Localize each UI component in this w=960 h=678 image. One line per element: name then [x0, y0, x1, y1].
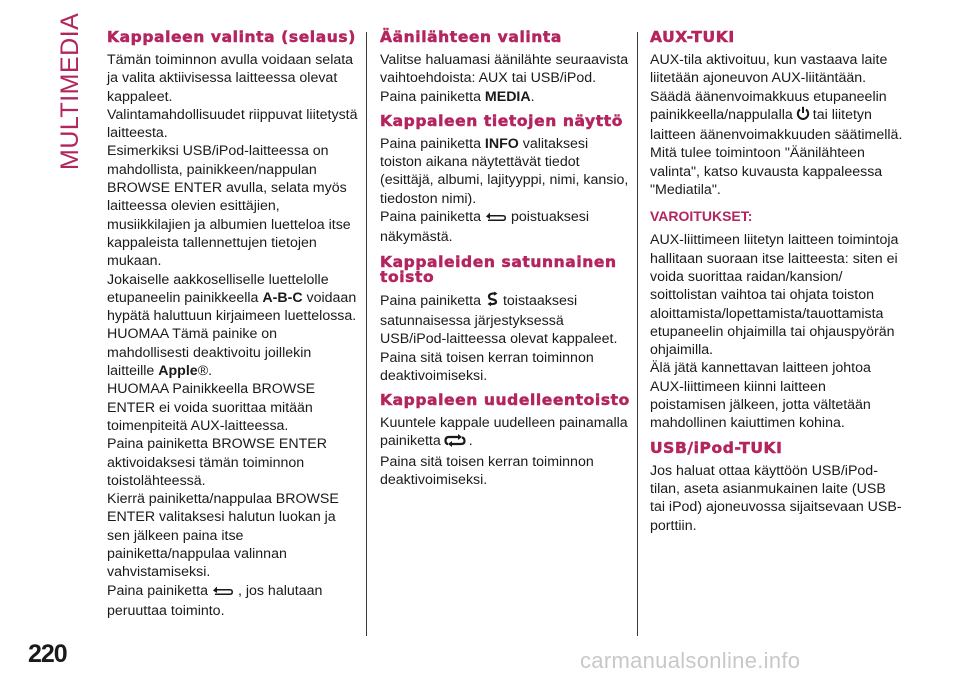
back-icon — [484, 210, 508, 228]
heading-repeat: Kappaleen uudelleentoisto — [380, 391, 630, 410]
section-label: MULTIMEDIA — [56, 12, 84, 170]
heading-usb: USB/iPod-TUKI — [650, 438, 783, 457]
paragraph-cancel: Paina painiketta , jos halutaan peruuttaa toiminto. — [107, 582, 323, 619]
heading-source-selection: Äänilähteen valinta — [380, 28, 562, 46]
note-apple: HUOMAA Tämä painike on mahdollisesti deaktivoitu joillekin laitteille Apple®. — [107, 326, 312, 380]
column-divider — [366, 32, 367, 636]
power-icon — [796, 106, 810, 126]
paragraph-browse: Tämän toiminnon avulla voidaan selata ja valita aktiivisessa laitteessa olevat kappaleet. Valintamahdollisuudet riippuvat liitetystä laitteesta. Esimerkiksi USB/iPod-laitteessa on mahdollista, painikkeen/nappulan BROWSE ENTER avulla, selata myös laitteessa olevien esittäjien, musiikkilajien ja albumien luetteloa itse kappaleista tallennettujen tietojen mukaan. Jokaiselle aakkoselliselle luettelolle etupaneelin painikkeella A-B-C voidaan hypätä haluttuun kirjaimeen luettelossa. HUOMAA Tämä painike on mahdollisesti deaktivoitu joillekin laitteille Apple®. HUOMAA Painikkeella BROWSE ENTER ei voida suorittaa mitään toimenpiteitä AUX-laitteessa. Paina painiketta BROWSE ENTER aktivoidaksesi tämän toiminnon toistolähteessä. Kierrä painiketta/nappulaa BROWSE ENTER valitaksesi halutun luokan ja sen jälkeen paina itse painiketta/nappulaa valinnan vahvistamiseksi. Paina painiketta , jos halutaan peruuttaa toiminto. — [107, 51, 361, 620]
column-divider — [637, 32, 638, 636]
watermark: carmanualsonline.info — [580, 648, 801, 673]
column-right: AUX-TUKI AUX-tila aktivoituu, kun vastaava laite liitetään ajoneuvon AUX-liitäntään. Säädä äänenvoimakkuus etupaneelin painikkeella/nappulalla tai liitetyn laitteen äänenvoimakkuuden säätimellä. Mitä tulee toimintoon "Äänilähteen valinta", katso kuvausta kappaleessa "Mediatila". VAROITUKSET: AUX-liittimeen liitetyn laitteen toimintoja hallitaan suoraan itse laitteesta: siten ei voida suorittaa raidan/kansion/ soittolistan vaihtoa tai ohjata toiston aloittamista/lopettamista/tauottamista etupaneelin ohjaimilla tai ohjauspyörän ohjaimilla. Älä jätä kannettavan laitteen johtoa AUX-liittimeen kiinni laitteen poistamisen jälkeen, jotta vältetään mahdollinen kaiuttimen kohina. USB/iPod-TUKI Jos haluat ottaa käyttöön USB/iPod-tilan, aseta asianmukainen laite (USB tai iPod) ajoneuvossa sijaitsevaan USB-porttiin. — [650, 28, 903, 534]
paragraph-abc: Jokaiselle aakkoselliselle luettelolle etupaneelin painikkeella A-B-C voidaan hypätä haluttuun kirjaimeen luettelossa. — [107, 271, 357, 325]
heading-track-info: Kappaleen tietojen näyttö — [380, 111, 624, 130]
heading-warnings: VAROITUKSET: — [650, 208, 753, 225]
shuffle-icon — [484, 291, 500, 312]
page-number: 220 — [28, 640, 67, 668]
repeat-icon — [444, 433, 466, 452]
heading-aux: AUX-TUKI — [650, 28, 735, 46]
abc-button-label: A-B-C — [262, 289, 303, 306]
column-middle: Äänilähteen valinta Valitse haluamasi äänilähte seuraavista vaihtoehdoista: AUX tai USB/iPod. Paina painiketta MEDIA. Kappaleen tietojen näyttö Paina painiketta INFO valitaksesi toiston aikana näytettävät tiedot (esittäjä, albumi, lajityyppi, nimi, kansio, tiedoston nimi). Paina painiketta poistuaksesi näkymästä. Kappaleiden satunnainen toisto Paina painiketta toistaaksesi satunnaisessa järjestyksessä USB/iPod-laitteessa olevat kappaleet. Paina sitä toisen kerran toiminnon deaktivoimiseksi. Kappaleen uudelleentoisto Kuuntele kappale uudelleen painamalla painiketta . Paina sitä toisen kerran toiminnon deaktivoimiseksi. — [380, 30, 632, 489]
heading-track-selection: Kappaleen valinta (selaus) — [107, 28, 356, 46]
back-icon — [211, 584, 235, 602]
note-aux: HUOMAA Painikkeella BROWSE ENTER ei voida suorittaa mitään toimenpiteitä AUX-laitteessa. — [107, 381, 316, 434]
column-left — [107, 30, 361, 620]
heading-shuffle: Kappaleiden satunnainen toisto — [380, 252, 617, 286]
